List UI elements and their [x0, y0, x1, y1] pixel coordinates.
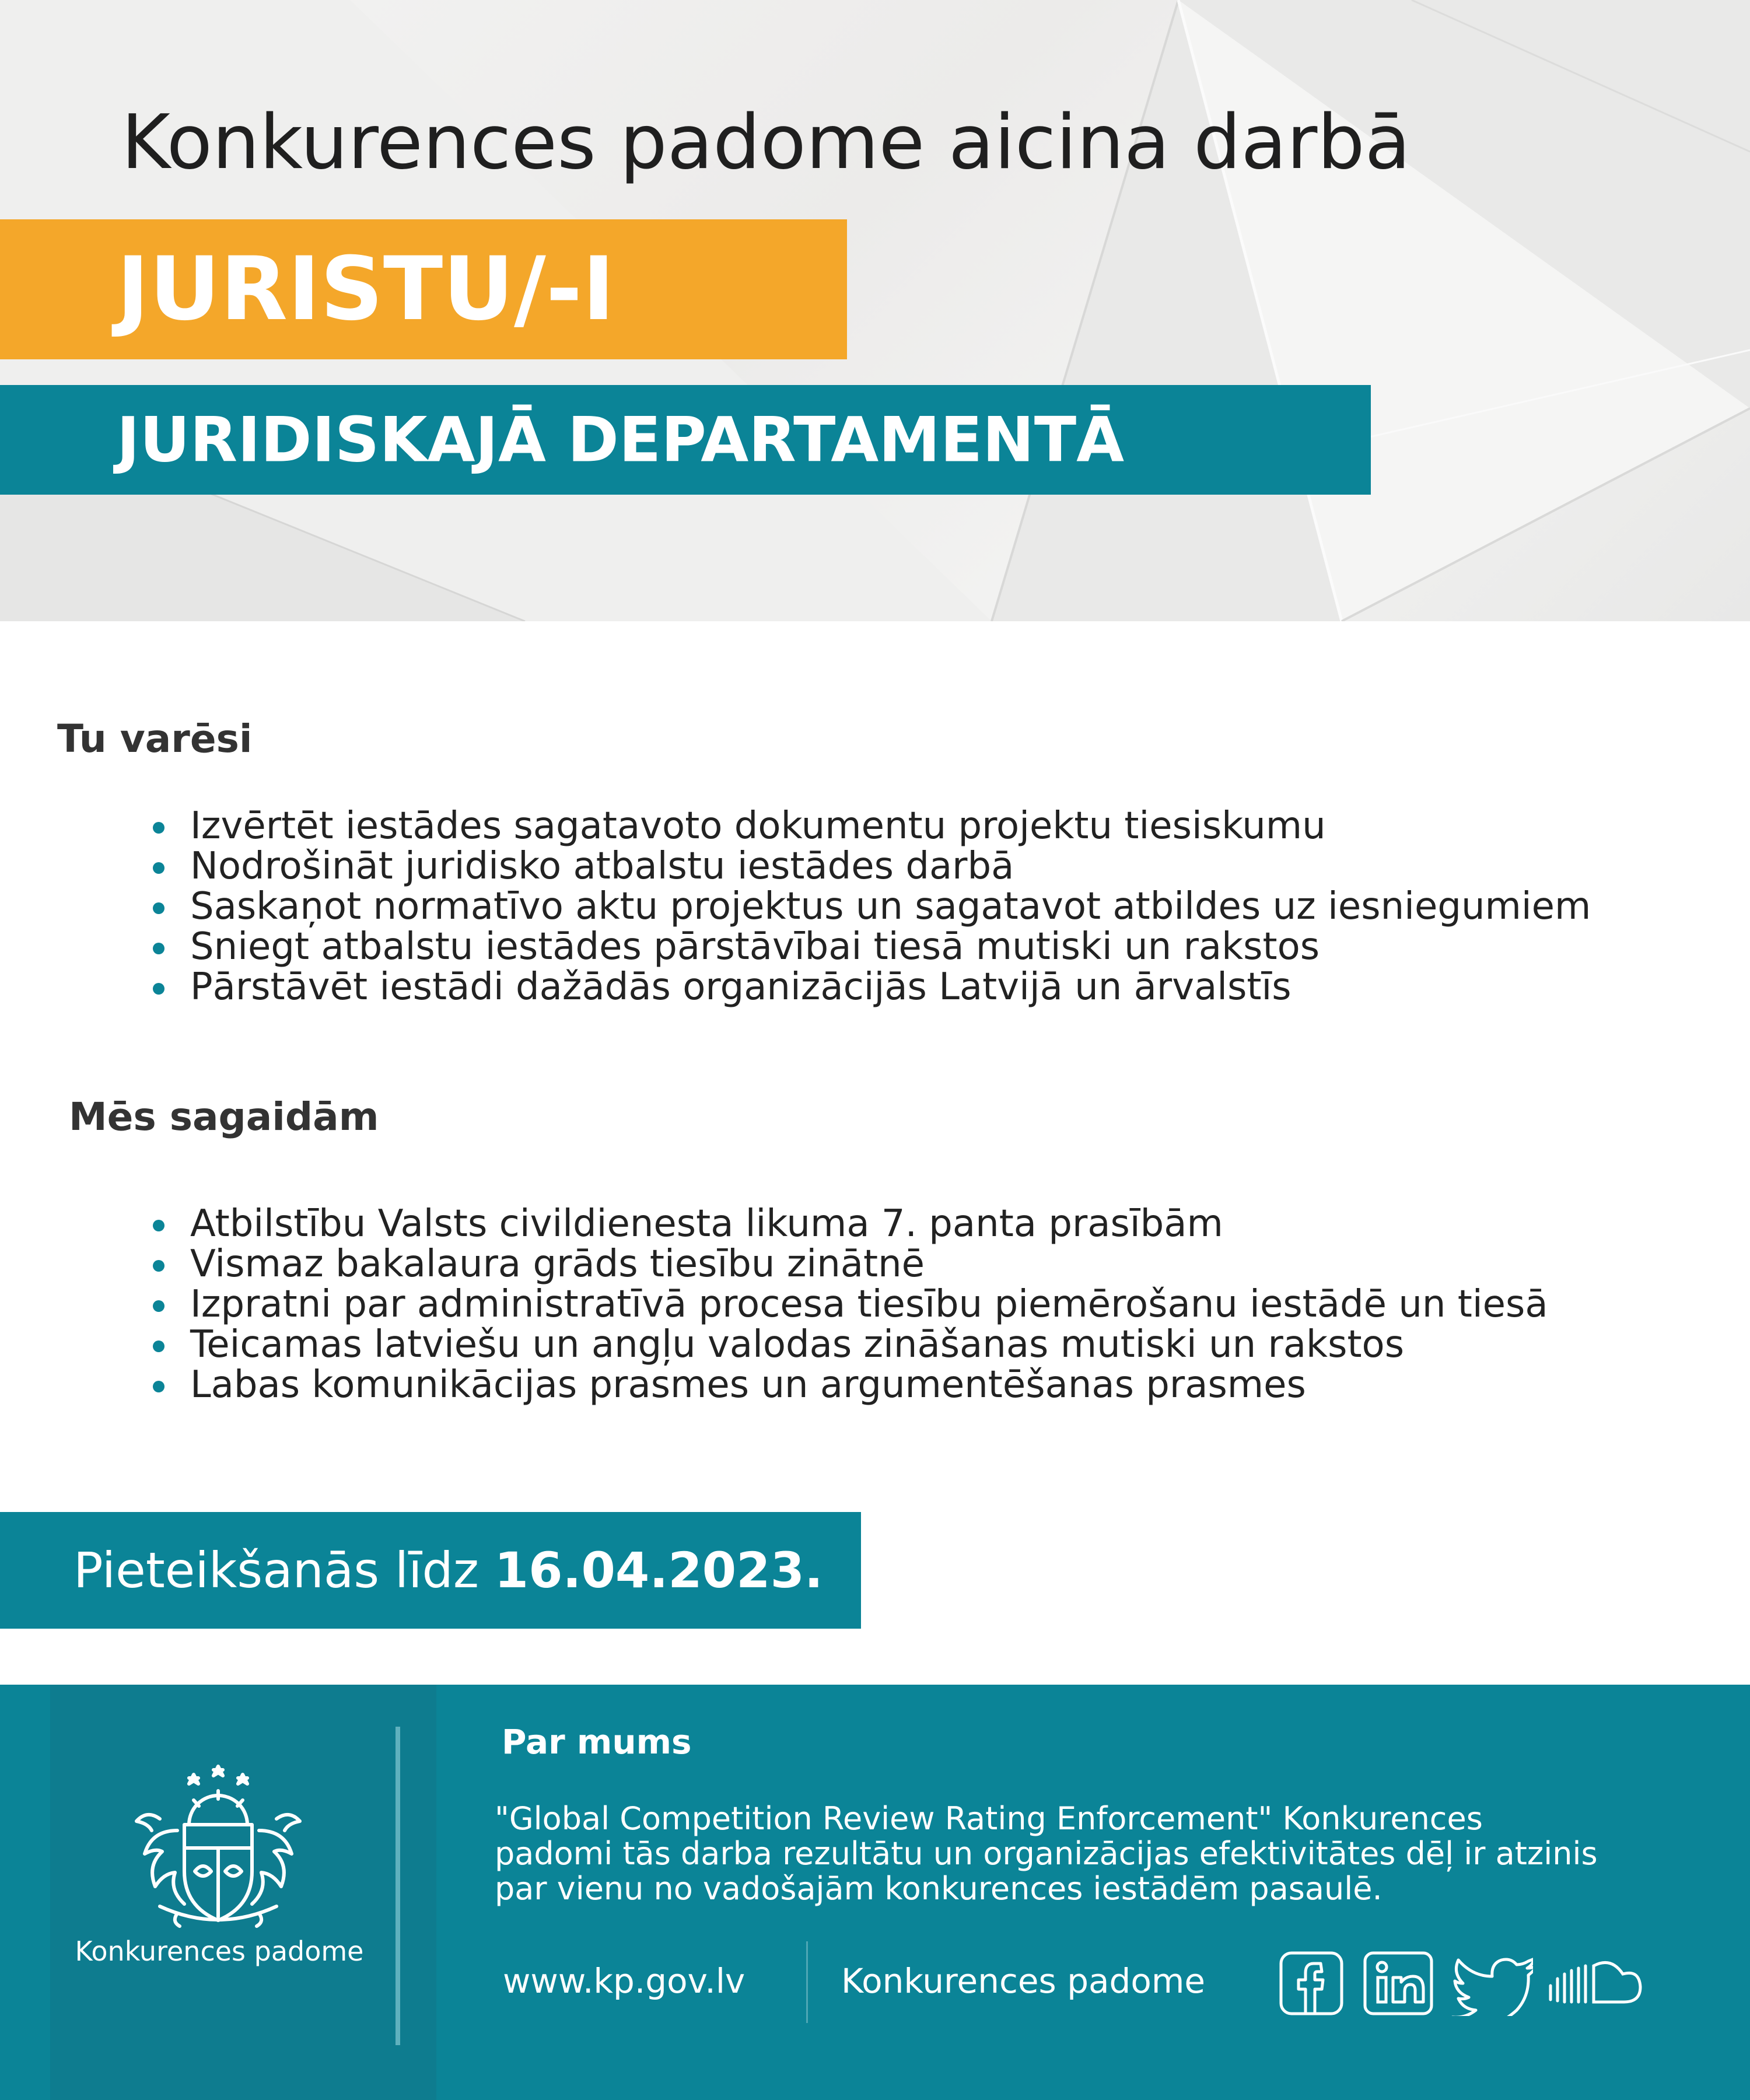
bullet-icon — [153, 1220, 164, 1231]
bullet-icon — [153, 1340, 164, 1352]
bullet-icon — [153, 862, 164, 874]
bullet-icon — [153, 1381, 164, 1392]
bullet-icon — [153, 1260, 164, 1272]
divider — [806, 1941, 808, 2023]
headline: Konkurences padome aicina darbā — [121, 99, 1411, 186]
department-banner — [0, 385, 1371, 495]
soundcloud-icon[interactable] — [1546, 1951, 1645, 2016]
responsibilities-list — [152, 806, 1591, 1007]
department-title: JURIDISKAJĀ DEPARTAMENTĀ — [117, 404, 1125, 476]
list-item: Izvērtēt iestādes sagatavoto dokumentu projektu tiesiskumu — [152, 806, 1591, 846]
logo-text: Konkurences padome — [75, 1936, 364, 1967]
requirements-title: Mēs sagaidām — [69, 1094, 379, 1139]
facebook-icon[interactable] — [1279, 1951, 1344, 2016]
twitter-icon[interactable] — [1451, 1951, 1533, 2016]
coat-of-arms-icon — [119, 1760, 317, 1936]
list-item: Teicamas latviešu un angļu valodas zināšanas mutiski un rakstos — [152, 1325, 1548, 1365]
bullet-icon — [153, 902, 164, 914]
hero-banner — [0, 0, 1750, 621]
list-item: Saskaņot normatīvo aktu projektus un sagatavot atbildes uz iesniegumiem — [152, 887, 1591, 927]
linkedin-icon[interactable] — [1363, 1951, 1434, 2016]
requirements-list — [152, 1204, 1548, 1405]
responsibilities-title: Tu varēsi — [57, 716, 253, 761]
position-title: JURISTU/-I — [117, 239, 615, 340]
list-item: Nodrošināt juridisko atbalstu iestādes darbā — [152, 846, 1591, 887]
deadline-banner — [0, 1512, 861, 1629]
list-item: Izpratni par administratīvā procesa tiesību piemērošanu iestādē un tiesā — [152, 1284, 1548, 1325]
footer — [0, 1685, 1750, 2100]
list-item: Pārstāvēt iestādi dažādās organizācijās Latvijā un ārvalstīs — [152, 967, 1591, 1007]
list-item: Vismaz bakalaura grāds tiesību zinātnē — [152, 1244, 1548, 1284]
list-item: Sniegt atbalstu iestādes pārstāvībai tiesā mutiski un rakstos — [152, 927, 1591, 967]
about-title: Par mums — [502, 1722, 692, 1762]
bullet-icon — [153, 943, 164, 954]
list-item: Atbilstību Valsts civildienesta likuma 7. panta prasībām — [152, 1204, 1548, 1244]
social-name: Konkurences padome — [841, 1961, 1206, 2001]
position-banner — [0, 219, 847, 359]
deadline-date: 16.04.2023. — [494, 1542, 823, 1599]
list-item: Labas komunikācijas prasmes un argumentēšanas prasmes — [152, 1365, 1548, 1405]
bullet-icon — [153, 822, 164, 834]
about-text: "Global Competition Review Rating Enforcement" Konkurences padomi tās darba rezultātu un organizācijas efektivitātes dēļ ir atzinis par vienu no vadošajām konkurences iestādēm pasaulē. — [495, 1800, 1598, 1907]
deadline-text — [74, 1542, 823, 1599]
website-link[interactable]: www.kp.gov.lv — [503, 1961, 746, 2001]
deadline-label: Pieteikšanās līdz — [74, 1542, 479, 1599]
bullet-icon — [153, 983, 164, 995]
bullet-icon — [153, 1300, 164, 1312]
logo-panel — [50, 1685, 436, 2100]
divider — [396, 1727, 400, 2045]
